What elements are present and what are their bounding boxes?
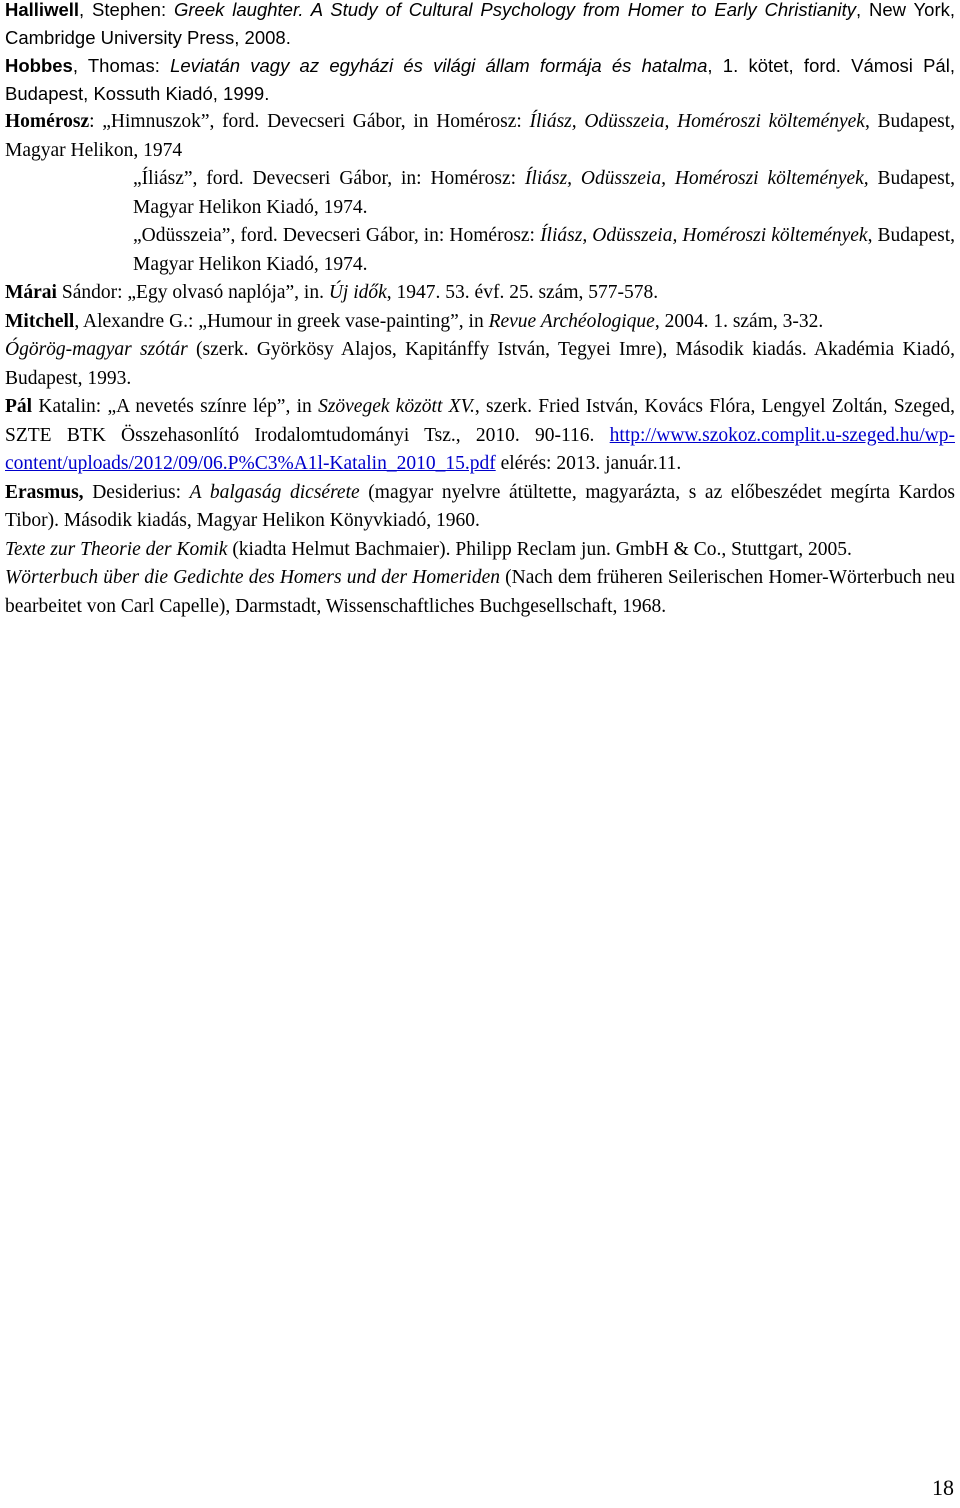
ref-title: Íliász, Odüsszeia, Homéroszi költemények xyxy=(540,225,868,246)
ref-text: , szerk. Fried István, Kovács Flóra, Lengyel Zoltán, Szeged, SZTE BTK Összehasonlító Irodalomtudományi Tsz., 2010. 90-116. xyxy=(5,396,956,446)
ref-text: Budapest, Magyar Helikon Kiadó, 1974. xyxy=(133,168,956,218)
author-name: Homérosz xyxy=(5,111,90,132)
ref-text: (kiadta Helmut Bachmaier). Philipp Reclam jun. GmbH & Co., Stuttgart, 2005. xyxy=(227,538,852,560)
ref-title: Szövegek között XV. xyxy=(318,396,475,417)
ref-text: , Budapest, Magyar Helikon, 1974 xyxy=(5,111,955,161)
ref-texte xyxy=(5,536,955,565)
ref-text: (Nach dem früheren Seilerischen Homer-Wörterbuch neu bearbeitet von Carl Capelle), Darmstadt, Wissenschaftliches Buchgesellschaft, 1968. xyxy=(5,567,955,617)
ref-text: , Thomas: xyxy=(72,55,171,76)
ref-text: elérés: 2013. január.11. xyxy=(495,453,682,474)
author-name: Márai xyxy=(5,282,57,303)
ref-mitchell xyxy=(5,308,955,337)
ref-title: Íliász, Odüsszeia, Homéroszi költemények xyxy=(529,111,865,132)
ref-ogorog xyxy=(5,336,955,393)
ref-title: Revue Archéologique xyxy=(488,310,655,332)
ref-pal xyxy=(5,393,955,479)
ref-text: „Odüsszeia”, ford. Devecseri Gábor, in: Homérosz: xyxy=(133,225,541,246)
author-name: Hobbes xyxy=(5,55,73,76)
ref-title: A balgaság dicsérete xyxy=(189,481,360,503)
ref-title: Íliász, Odüsszeia, Homéroszi költemények, xyxy=(524,168,869,189)
page-number: 18 xyxy=(932,1475,954,1500)
ref-worterbuch xyxy=(5,564,955,621)
author-name: Erasmus, xyxy=(5,481,84,503)
ref-erasmus xyxy=(5,479,955,536)
ref-text: „Íliász”, ford. Devecseri Gábor, in: Homérosz: xyxy=(133,168,525,189)
ref-text: , Budapest, Magyar Helikon Kiadó, 1974. xyxy=(133,225,955,275)
ref-text: (szerk. Györkösy Alajos, Kapitánffy István, Tegyei Imre), Második kiadás. Akadémia Kiadó, Budapest, 1993. xyxy=(5,339,955,389)
bibliography xyxy=(5,0,955,621)
ref-title: Leviatán vagy az egyházi és világi állam formája és hatalma xyxy=(170,55,708,76)
ref-text: , 1. kötet, ford. Vámosi Pál, Budapest, Kossuth Kiadó, 1999. xyxy=(5,55,955,104)
ref-text: Sándor: „Egy olvasó naplója”, in. xyxy=(56,282,329,303)
ref-text: Katalin: „A nevetés színre lép”, in xyxy=(32,396,319,417)
ref-text: , Alexandre G.: „Humour in greek vase-painting”, in xyxy=(74,310,489,332)
ref-title: Wörterbuch über die Gedichte des Homers und der Homeriden xyxy=(5,567,501,588)
author-name: Pál xyxy=(5,396,33,417)
ref-text: , New York, Cambridge University Press, 2008. xyxy=(5,0,955,48)
author-name: Mitchell xyxy=(5,310,75,332)
source-link[interactable]: http://www.szokoz.complit.u-szeged.hu/wp-content/uploads/2012/09/06.P%C3%A1l-Katalin_2010_15.pdf xyxy=(5,424,955,474)
ref-odusszeia xyxy=(5,222,955,279)
ref-title: Texte zur Theorie der Komik xyxy=(5,538,228,560)
ref-title: Ógörög-magyar szótár xyxy=(5,339,188,360)
ref-text: (magyar nyelvre átültette, magyarázta, s az előbeszédet megírta Kardos Tibor). Második kiadás, Magyar Helikon Könyvkiadó, 1960. xyxy=(5,481,955,531)
author-name: Halliwell xyxy=(5,0,80,20)
ref-text: Desiderius: xyxy=(83,481,190,503)
ref-title: Új idők xyxy=(328,282,387,303)
ref-iliasz xyxy=(5,165,955,222)
ref-homerosz xyxy=(5,108,955,165)
ref-text: , Stephen: xyxy=(79,0,174,20)
ref-title: Greek laughter. A Study of Cultural Psychology from Homer to Early Christianity xyxy=(174,0,856,20)
ref-text: , 2004. 1. szám, 3-32. xyxy=(654,310,824,332)
ref-text: : „Himnuszok”, ford. Devecseri Gábor, in Homérosz: xyxy=(89,111,530,132)
ref-halliwell xyxy=(5,0,955,52)
ref-hobbes xyxy=(5,52,955,108)
ref-marai xyxy=(5,279,955,308)
ref-text: , 1947. 53. évf. 25. szám, 577-578. xyxy=(386,282,659,303)
